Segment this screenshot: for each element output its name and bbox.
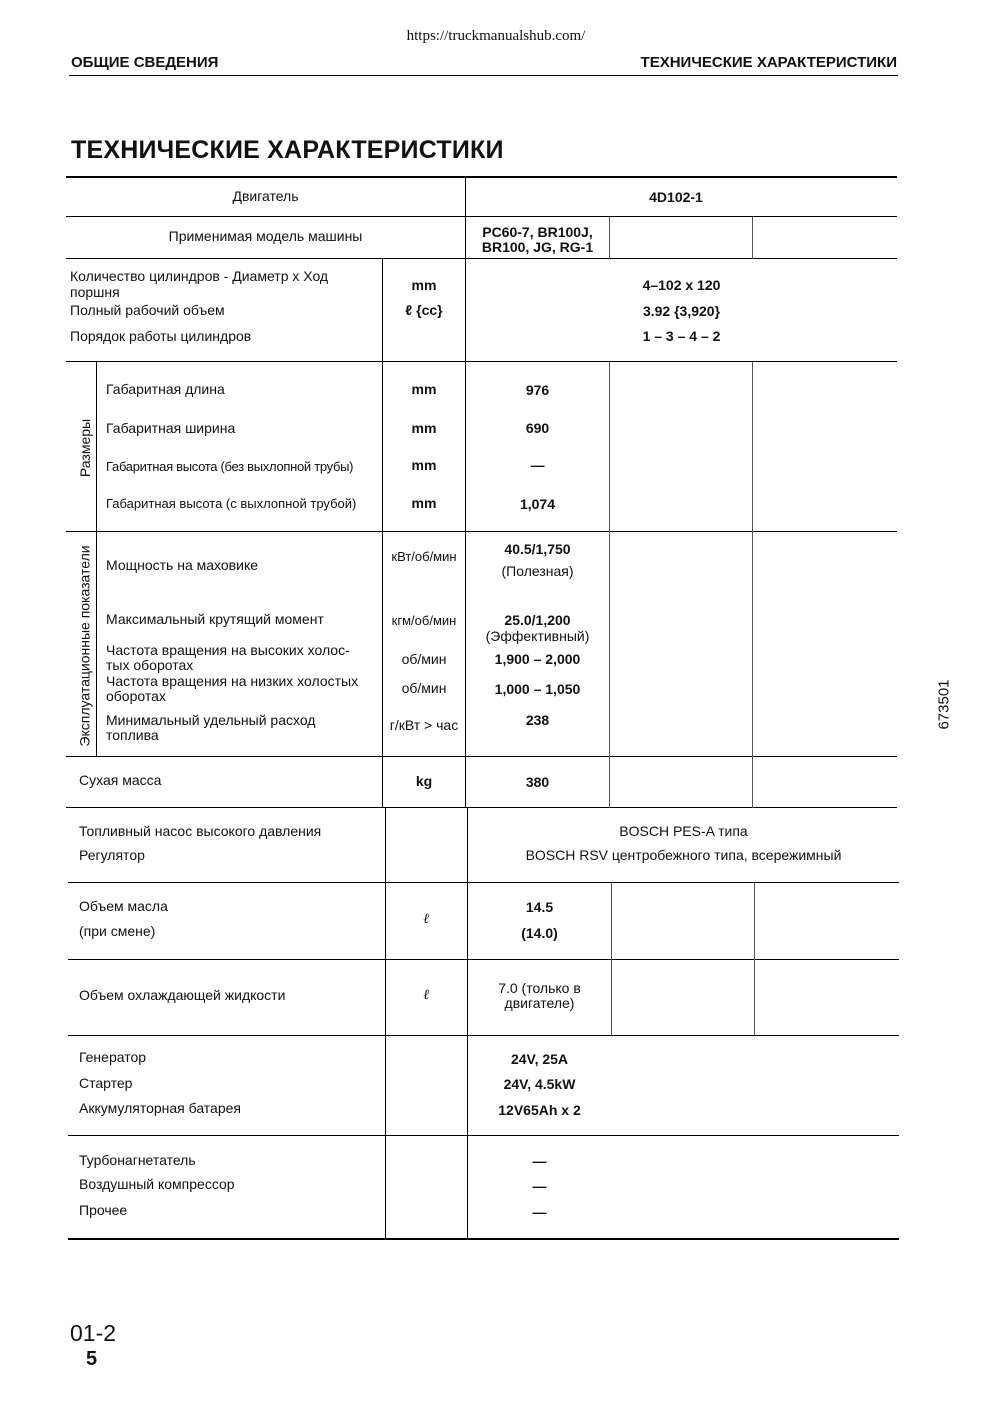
dimensions-group-label: Размеры (77, 418, 93, 478)
coolant-capacity-unit: ℓ (423, 988, 430, 1003)
fuel-consumption-label-line1: Минимальный удельный расход (106, 712, 316, 728)
other-value: — (532, 1204, 547, 1220)
overall-length-label: Габаритная длина (106, 381, 225, 397)
flywheel-power-unit: кВт/об/мин (391, 549, 457, 564)
displacement-label: Полный рабочий объем (70, 302, 225, 318)
table-rule (66, 176, 897, 178)
overall-height-exhaust-value: 1,074 (519, 496, 556, 512)
table-rule (68, 1238, 899, 1240)
air-compressor-value: — (532, 1178, 547, 1194)
performance-group-label: Эксплуатационные показатели (76, 545, 93, 747)
overall-height-no-exhaust-unit: mm (411, 457, 437, 473)
turbocharger-label: Турбонагнетатель (79, 1152, 196, 1168)
high-idle-unit: об/мин (401, 651, 447, 667)
oil-capacity-note: (при смене) (79, 923, 156, 939)
page-title: ТЕХНИЧЕСКИЕ ХАРАКТЕРИСТИКИ (71, 136, 504, 164)
table-divider (752, 362, 753, 808)
table-divider (96, 532, 97, 757)
overall-length-value: 976 (525, 382, 550, 398)
table-rule (68, 1135, 899, 1136)
high-idle-label-line2: тых оборотах (106, 657, 194, 673)
table-divider (611, 883, 612, 1036)
table-rule (66, 216, 897, 217)
governor-label: Регулятор (79, 847, 145, 863)
high-idle-label-line1: Частота вращения на высоких холос- (106, 642, 350, 658)
header-rule (69, 75, 898, 76)
overall-height-no-exhaust-label: Габаритная высота (без выхлопной трубы) (106, 459, 354, 474)
oil-capacity-value: 14.5 (525, 899, 554, 915)
cylinders-label-line2: поршня (70, 284, 120, 300)
page-number: 01-2 (70, 1320, 117, 1346)
overall-height-exhaust-label: Габаритная высота (с выхлопной трубой) (106, 496, 357, 511)
overall-width-value: 690 (525, 420, 550, 436)
starter-value: 24V, 4.5kW (503, 1076, 576, 1092)
oil-capacity-label: Объем масла (79, 898, 168, 914)
displacement-unit: ℓ {cc} (405, 302, 443, 318)
oil-capacity-unit: ℓ (423, 912, 430, 927)
fuel-pump-value: BOSCH PES-A типа (619, 823, 748, 839)
table-divider (609, 362, 610, 808)
model-value-line2: BR100, JG, RG-1 (481, 239, 594, 255)
high-idle-value: 1,900 – 2,000 (494, 651, 581, 667)
table-rule (66, 258, 897, 259)
fuel-consumption-unit: г/кВт > час (389, 717, 459, 733)
model-label: Применимая модель машины (168, 228, 363, 244)
turbocharger-value: — (532, 1153, 547, 1169)
cylinders-value: 4–102 x 120 (642, 277, 721, 293)
low-idle-label-line1: Частота вращения на низких холостых (106, 673, 359, 689)
side-code: 673501 (935, 679, 953, 730)
overall-height-exhaust-unit: mm (411, 495, 437, 511)
max-torque-unit: кгм/об/мин (391, 613, 457, 628)
cylinders-label-line1: Количество цилиндров - Диаметр х Ход (70, 268, 329, 284)
coolant-capacity-label: Объем охлаждающей жидкости (79, 987, 286, 1003)
overall-length-unit: mm (411, 381, 437, 397)
low-idle-label-line2: оборотах (106, 688, 166, 704)
table-rule (68, 1035, 899, 1036)
overall-width-label: Габаритная ширина (106, 420, 236, 436)
governor-value: BOSCH RSV центробежного типа, всережимный (525, 847, 842, 863)
coolant-capacity-value-line1: 7.0 (только в (498, 980, 581, 996)
section-header: ОБЩИЕ СВЕДЕНИЯ (71, 54, 219, 71)
table-rule (68, 959, 899, 960)
max-torque-value: 25.0/1,200 (504, 612, 571, 628)
max-torque-note: (Эффективный) (485, 628, 590, 644)
engine-label: Двигатель (232, 188, 299, 204)
other-label: Прочее (79, 1202, 128, 1218)
table-divider (467, 808, 468, 1239)
table-divider (754, 883, 755, 1036)
cylinders-unit: mm (411, 277, 437, 293)
dry-mass-value: 380 (525, 774, 550, 790)
fuel-pump-label: Топливный насос высокого давления (79, 823, 322, 839)
flywheel-power-note: (Полезная) (501, 563, 574, 579)
air-compressor-label: Воздушный компрессор (79, 1176, 235, 1192)
table-rule (66, 807, 897, 808)
page-header: ТЕХНИЧЕСКИЕ ХАРАКТЕРИСТИКИ (640, 54, 897, 71)
model-value-line1: PC60-7, BR100J, (482, 224, 593, 240)
generator-label: Генератор (79, 1049, 147, 1065)
low-idle-unit: об/мин (401, 680, 447, 696)
battery-label: Аккумуляторная батарея (79, 1100, 241, 1116)
flywheel-power-value: 40.5/1,750 (504, 541, 571, 557)
table-divider (752, 217, 753, 259)
source-url: https://truckmanualshub.com/ (406, 28, 586, 44)
coolant-capacity-value-line2: двигателе) (504, 995, 575, 1011)
table-rule (66, 531, 897, 532)
table-divider (609, 217, 610, 259)
dry-mass-unit: kg (415, 773, 433, 789)
table-divider (96, 362, 97, 532)
low-idle-value: 1,000 – 1,050 (494, 681, 581, 697)
table-rule (66, 361, 897, 362)
fuel-consumption-label-line2: топлива (106, 727, 159, 743)
fuel-consumption-value: 238 (525, 712, 550, 728)
overall-width-unit: mm (411, 420, 437, 436)
oil-capacity-change-value: (14.0) (521, 925, 558, 941)
table-divider (385, 808, 386, 1239)
firing-order-label: Порядок работы цилиндров (70, 328, 252, 344)
battery-value: 12V65Ah x 2 (498, 1102, 581, 1118)
dry-mass-label: Сухая масса (79, 772, 162, 788)
flywheel-power-label: Мощность на маховике (106, 557, 259, 573)
generator-value: 24V, 25A (510, 1051, 569, 1067)
displacement-value: 3.92 {3,920} (642, 303, 721, 319)
engine-value: 4D102-1 (649, 189, 703, 205)
revision-mark: 5 (86, 1348, 98, 1370)
firing-order-value: 1 – 3 – 4 – 2 (642, 328, 721, 344)
max-torque-label: Максимальный крутящий момент (106, 611, 324, 627)
overall-height-no-exhaust-value: — (530, 457, 545, 473)
table-rule (68, 882, 899, 883)
starter-label: Стартер (79, 1075, 133, 1091)
table-rule (66, 756, 897, 757)
